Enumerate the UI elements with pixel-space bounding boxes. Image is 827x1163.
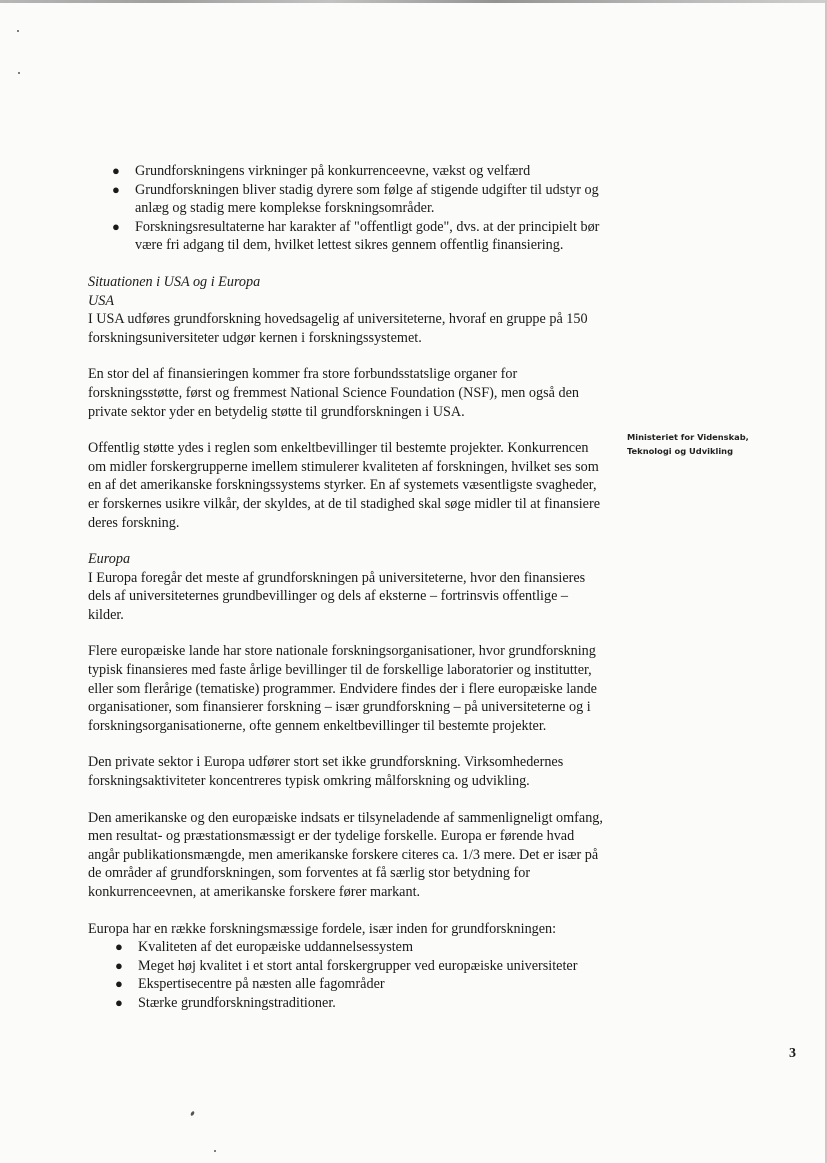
list-item: ● Ekspertisecentre på næsten alle fagområder [115,976,385,993]
list-item: ● Grundforskningen bliver stadig dyrere som følge af stigende udgifter til udstyr og anlæg og stadig mere komplekse forskningsområder. [112,181,599,217]
list-item: ● Stærke grundforskningstraditioner. [115,994,336,1011]
document-body [88,162,603,1013]
scan-speck [190,1111,195,1117]
paragraph: Flere europæiske lande har store nationale forskningsorganisationer, hvor grundforskning typisk finansieres med faste årlige bevillinger til de forskellige laboratorier og institutter, eller som flerårige (tematiske) programmer. Endvidere findes der i flere europæiske lande organisationer, som finansierer forskning – især grundforskning – på universiteterne og i forskningsorganisationerne, ofte gennem enkeltbevillinger til bestemte projekter. [88,643,597,734]
bullet-icon: ● [115,976,123,992]
usa-heading: USA [88,292,115,309]
list-item: ● Kvaliteten af det europæiske uddannelsessystem [115,939,414,956]
europa-heading: Europa [88,551,131,568]
bullet-icon: ● [115,957,123,973]
page-number: 3 [789,1046,796,1061]
scan-speck [214,1150,216,1152]
bullet-icon: ● [112,218,120,234]
paragraph: I USA udføres grundforskning hovedsagelig af universiteterne, hvoraf en gruppe på 150 forskningsuniversiteter udgør kernen i forskningssystemet. [88,311,588,346]
bullet-icon: ● [115,939,123,955]
paragraph: Den amerikanske og den europæiske indsats er tilsyneladende af sammenligneligt omfang, men resultat- og præstationsmæssigt er der tydelige forskelle. Europa er førende hvad angår publikationsmængde, men amerikanske forskere citeres ca. 1/3 mere. Det er især på de områder af grundforskningen, som forventes at få særlig stor betydning for konkurrenceevnen, at amerikanske forskere fører markant. [88,809,603,900]
paragraph: Den private sektor i Europa udfører stort set ikke grundforskning. Virksomhedernes forskningsaktiviteter koncentreres typisk omkring målforskning og udvikling. [88,754,564,790]
section-heading: Situationen i USA og i Europa [88,273,261,290]
paragraph: Europa har en række forskningsmæssige fordele, især inden for grundforskningen: [88,920,557,937]
bullet-list-top [88,162,603,255]
list-item: ● Forskningsresultaterne har karakter af "offentligt gode", dvs. at der principielt bør være fri adgang til dem, hvilket lettest sikres gennem offentlig finansiering. [112,218,600,254]
scan-edge-top [0,0,827,3]
list-item: ● Meget høj kvalitet i et stort antal forskergrupper ved europæiske universiteter [115,957,578,974]
sidebar-line: Teknologi og Udvikling [627,446,734,456]
scan-speck [17,30,19,32]
sidebar-line: Ministeriet for Videnskab, [627,432,749,442]
ministry-sidebar-label [627,430,807,458]
paragraph: En stor del af finansieringen kommer fra store forbundsstatslige organer for forskningsstøtte, først og fremmest National Science Foundation (NSF), men også den private sektor yder en betydelig støtte til grundforskningen i USA. [88,366,579,420]
paragraph: I Europa foregår det meste af grundforskningen på universiteterne, hvor den finansieres dels af universiteternes grundbevillinger og dels af eksterne – fortrinsvis offentlige – kilder. [88,569,586,623]
bullet-icon: ● [112,163,120,178]
paragraph: Offentlig støtte ydes i reglen som enkeltbevillinger til bestemte projekter. Konkurrencen om midler forskergrupperne imellem stimulerer kvaliteten af forskningen, hvilket ses som en af det amerikanske forskningssystems styrker. En af systemets væsentligste svagheder, er forskernes usikre vilkår, der skyldes, at de til stadighed skal søge midler til at finansiere deres forskning. [88,440,601,531]
scan-speck [18,72,20,74]
bullet-icon: ● [115,994,123,1010]
list-item: ● Grundforskningens virkninger på konkurrenceevne, vækst og velfærd [112,163,531,179]
bullet-list-bottom [88,938,603,1012]
bullet-icon: ● [112,181,120,197]
